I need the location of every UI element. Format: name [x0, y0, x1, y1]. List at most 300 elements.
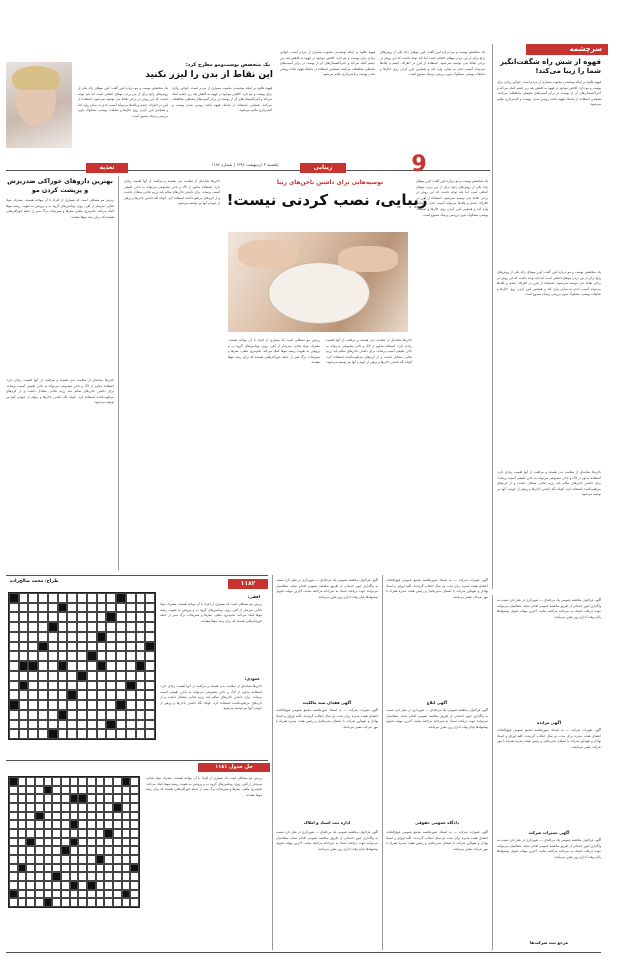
crossword-cell — [106, 603, 116, 613]
nails-title: زیبایی، نصب کردنی نیست! — [226, 191, 428, 209]
crossword-cell — [97, 720, 107, 730]
crossword-cell — [122, 803, 131, 812]
crossword-cell — [78, 872, 87, 881]
crossword-cell — [145, 661, 155, 671]
crossword-cell — [28, 661, 38, 671]
crossword-cell — [87, 729, 97, 739]
crossword-cell — [9, 710, 19, 720]
crossword-cell — [70, 803, 79, 812]
crossword-cell — [58, 720, 68, 730]
crossword-cell — [122, 777, 131, 786]
crossword-cell — [26, 855, 35, 864]
coffee-body-2: یک متخصص پوست و مو درباره لیزر گفت: لیزر موهای زائد یکی از روش‌های رایج برای از بین بردن موهای اضافی است اما باید توجه داشت که این روش در برخی نقاط بدن توصیه نمی‌شود. استفاده از لیزر در اطراف چشم و پلک‌ها می‌تواند آسیب جدی به بینایی وارد کند و همچنین لیزر کردن روی خال‌ها و ضایعات پوستی مشکوک بدون بررسی پزشک ممنوع است. — [497, 270, 601, 297]
crossword-cell — [87, 700, 97, 710]
ad-column-3b: آگهی تغییرات شرکت — به استناد صورتجلسه مجمع عمومی فوق‌العاده، اعضای هیئت مدیره برای مدت دو سال انتخاب گردیدند. کلیه اوراق و اسناد بهادار و تعهدآور شرکت با امضای مدیرعامل و رئیس هیئت مدیره همراه با مهر شرکت معتبر می‌باشد. — [497, 728, 601, 749]
hand-shape — [238, 240, 298, 268]
crossword-cell — [38, 612, 48, 622]
ad-footer-2: دادگاه عمومی حقوقی — [415, 820, 459, 825]
crossword-cell — [9, 720, 19, 730]
crossword-cell — [145, 671, 155, 681]
crossword-cell — [28, 642, 38, 652]
laser-kicker: یک متخصص پوست‌ومو مطرح کرد: — [185, 62, 270, 68]
crossword-cell — [9, 838, 18, 847]
crossword-cell — [61, 881, 70, 890]
crossword-cell — [122, 812, 131, 821]
crossword-cell — [126, 661, 136, 671]
crossword-cell — [58, 710, 68, 720]
crossword-cell — [116, 681, 126, 691]
crossword-cell — [61, 898, 70, 907]
crossword-cell — [106, 661, 116, 671]
crossword-cell — [61, 820, 70, 829]
ad-title-2: آگهی ابلاغ — [426, 700, 448, 705]
crossword-cell — [9, 794, 18, 803]
crossword-cell — [97, 710, 107, 720]
crossword-cell — [116, 632, 126, 642]
crossword-cell — [130, 820, 139, 829]
crossword-cell — [136, 632, 146, 642]
crossword-cell — [18, 829, 27, 838]
crossword-cell — [78, 890, 87, 899]
crossword-cell — [48, 681, 58, 691]
crossword-cell — [67, 671, 77, 681]
crossword-cell — [61, 846, 70, 855]
crossword-cell — [122, 881, 131, 890]
laser-body: یک متخصص پوست و مو درباره لیزر گفت: لیزر موهای زائد یکی از روش‌های رایج برای از بین بردن موهای اضافی است اما باید توجه داشت که این روش در برخی نقاط بدن توصیه نمی‌شود. استفاده از لیزر در اطراف چشم و پلک‌ها می‌تواند آسیب جدی به بینایی وارد کند و همچنین لیزر کردن روی خال‌ها و ضایعات پوستی مشکوک بدون بررسی پزشک ممنوع است. — [78, 86, 168, 118]
solution-notes: ریزش مو مشکلی است که بسیاری از افراد با آن مواجه هستند. مصرف مواد غذایی سرشار از آهن، روی، ویتامین‌های گروه ب و پروتئین به تقویت ریشه موها کمک می‌کند. تخم‌مرغ، ماهی، مغزها و سبزیجات برگ سبز از جمله خوراکی‌هایی هستند که برای رشد موها مفیدند. — [146, 776, 262, 797]
crossword-cell — [26, 846, 35, 855]
crossword-cell — [9, 612, 19, 622]
crossword-cell — [70, 812, 79, 821]
crossword-cell — [77, 729, 87, 739]
crossword-cell — [113, 881, 122, 890]
crossword-cell — [87, 846, 96, 855]
crossword-cell — [96, 777, 105, 786]
crossword-cell — [52, 812, 61, 821]
crossword-cell — [136, 729, 146, 739]
crossword-cell — [44, 812, 53, 821]
crossword-cell — [38, 642, 48, 652]
crossword-cell — [136, 642, 146, 652]
crossword-cell — [70, 846, 79, 855]
crossword-cell — [126, 642, 136, 652]
ads-divider-1 — [272, 575, 273, 950]
crossword-cell — [87, 829, 96, 838]
crossword-cell — [28, 671, 38, 681]
crossword-cell — [18, 846, 27, 855]
crossword-cell — [28, 681, 38, 691]
crossword-cell — [70, 864, 79, 873]
crossword-cell — [104, 855, 113, 864]
crossword-cell — [58, 700, 68, 710]
crossword-cell — [48, 661, 58, 671]
crossword-cell — [44, 855, 53, 864]
crossword-cell — [77, 612, 87, 622]
crossword-cell — [58, 612, 68, 622]
crossword-cell — [61, 890, 70, 899]
laser-body-2: قهوه علاوه بر اینکه نوشیدنی محبوب بسیاری از مردم است، خواص زیادی برای پوست و مو دارد. کافئین موجود در قهوه به کاهش پف زیر چشم کمک می‌کند و آنتی‌اکسیدان‌های آن از پوست در برابر آسیب‌های محیطی محافظت می‌کنند. همچنین استفاده از ماسک قهوه باعث روشن شدن پوست و لایه‌برداری ملایم می‌شود. — [172, 86, 272, 113]
crossword-cell — [87, 661, 97, 671]
crossword-cell — [97, 681, 107, 691]
crossword-cell — [52, 890, 61, 899]
crossword-cell — [87, 720, 97, 730]
laser-title: این نقاط از بدن را لیزر نکنید — [145, 70, 273, 80]
crossword-cell — [77, 710, 87, 720]
crossword-cell — [145, 710, 155, 720]
crossword-cell — [87, 855, 96, 864]
crossword-cell — [9, 864, 18, 873]
crossword-cell — [44, 898, 53, 907]
crossword-cell — [126, 720, 136, 730]
crossword-cell — [44, 890, 53, 899]
crossword-cell — [87, 710, 97, 720]
crossword-cell — [9, 671, 19, 681]
crossword-cell — [87, 794, 96, 803]
crossword-cell — [87, 898, 96, 907]
crossword-cell — [136, 700, 146, 710]
crossword-cell — [116, 661, 126, 671]
crossword-cell — [97, 700, 107, 710]
crossword-cell — [104, 786, 113, 795]
crossword-cell — [67, 642, 77, 652]
crossword-cell — [35, 794, 44, 803]
crossword-cell — [96, 846, 105, 855]
crossword-cell — [106, 612, 116, 622]
crossword-cell — [44, 881, 53, 890]
crossword-cell — [48, 700, 58, 710]
crossword-cell — [78, 846, 87, 855]
crossword-cell — [9, 622, 19, 632]
crossword-cell — [18, 794, 27, 803]
nails-body-1: ناخن‌ها نشانه‌ای از سلامت بدن هستند و مراقبت از آنها اهمیت زیادی دارد. استفاده مداوم از لاک و ناخن مصنوعی می‌تواند به ناخن طبیعی آسیب برساند. برای داشتن ناخن‌های سالم باید رژیم غذایی متعادل داشت و از کرم‌های مرطوب‌کننده استفاده کرد. کوتاه نگه داشتن ناخن‌ها و پرهیز از جویدن آنها نیز توصیه می‌شود. — [124, 179, 220, 206]
crossword-cell — [35, 803, 44, 812]
crossword-cell — [18, 898, 27, 907]
crossword-cell — [61, 803, 70, 812]
crossword-cell — [61, 838, 70, 847]
crossword-cell — [113, 838, 122, 847]
crossword-cell — [67, 681, 77, 691]
solution-grid — [8, 776, 140, 908]
crossword-cell — [18, 803, 27, 812]
crossword-cell — [97, 671, 107, 681]
crossword-cell — [130, 846, 139, 855]
crossword-cell — [19, 661, 29, 671]
ad-column-3c: آگهی فراخوان مناقصه عمومی یک مرحله‌ای — شهرداری در نظر دارد نسبت به واگذاری امور خدماتی از طریق مناقصه عمومی اقدام نماید. متقاضیان می‌توانند جهت دریافت اسناد به دبیرخانه مراجعه نمایند. آخرین مهلت تحویل پیشنهادها پایان وقت اداری روز مقرر می‌باشد. — [497, 838, 601, 859]
crossword-cell — [116, 690, 126, 700]
crossword-cell — [96, 812, 105, 821]
crossword-cell — [67, 661, 77, 671]
crossword-cell — [58, 603, 68, 613]
crossword-cell — [67, 612, 77, 622]
crossword-cell — [136, 710, 146, 720]
crossword-cell — [58, 681, 68, 691]
nails-photo — [228, 232, 408, 332]
crossword-cell — [106, 700, 116, 710]
crossword-cell — [130, 881, 139, 890]
crossword-cell — [35, 881, 44, 890]
crossword-cell — [122, 846, 131, 855]
crossword-cell — [106, 642, 116, 652]
crossword-cell — [35, 820, 44, 829]
crossword-cell — [52, 820, 61, 829]
crossword-cell — [96, 881, 105, 890]
crossword-cell — [87, 622, 97, 632]
crossword-cell — [35, 777, 44, 786]
crossword-cell — [9, 700, 19, 710]
crossword-cell — [9, 855, 18, 864]
crossword-cell — [96, 820, 105, 829]
crossword-cell — [61, 864, 70, 873]
crossword-cell — [35, 829, 44, 838]
ad-title-3: آگهی مزایده — [536, 720, 562, 725]
crossword-cell — [26, 829, 35, 838]
diet-body-1: ریزش مو مشکلی است که بسیاری از افراد با آن مواجه هستند. مصرف مواد غذایی سرشار از آهن، روی، ویتامین‌های گروه ب و پروتئین به تقویت ریشه موها کمک می‌کند. تخم‌مرغ، ماهی، مغزها و سبزیجات برگ سبز از جمله خوراکی‌هایی هستند که برای رشد موها مفیدند. — [6, 198, 114, 219]
issue-date: یکشنبه ۳ اردیبهشت ۱۳۹۶ | شماره ۱۱۸۲ — [211, 162, 279, 167]
crossword-cell — [38, 720, 48, 730]
diet-title: بهترین داروهای خوراکی ضدریزش و پرپشت کردن مو — [7, 178, 113, 194]
crossword-cell — [67, 603, 77, 613]
crossword-cell — [9, 661, 19, 671]
crossword-cell — [106, 593, 116, 603]
crossword-cell — [116, 612, 126, 622]
crossword-cell — [87, 632, 97, 642]
crossword-cell — [77, 661, 87, 671]
crossword-cell — [52, 794, 61, 803]
column-divider-right — [492, 44, 493, 589]
solution-line — [6, 760, 268, 761]
crossword-cell — [136, 593, 146, 603]
crossword-cell — [126, 700, 136, 710]
solution-label: حل جدول ۱۱۸۱ — [198, 763, 270, 772]
crossword-cell — [67, 593, 77, 603]
crossword-cell — [61, 812, 70, 821]
crossword-cell — [9, 829, 18, 838]
crossword-cell — [26, 881, 35, 890]
crossword-cell — [87, 681, 97, 691]
crossword-cell — [122, 872, 131, 881]
crossword-cell — [38, 661, 48, 671]
crossword-cell — [61, 872, 70, 881]
crossword-cell — [48, 603, 58, 613]
crossword-cell — [136, 661, 146, 671]
crossword-cell — [145, 632, 155, 642]
crossword-cell — [18, 820, 27, 829]
crossword-cell — [116, 720, 126, 730]
crossword-cell — [19, 710, 29, 720]
crossword-cell — [26, 777, 35, 786]
crossword-cell — [38, 651, 48, 661]
crossword-cell — [122, 864, 131, 873]
crossword-cell — [26, 786, 35, 795]
crossword-cell — [130, 777, 139, 786]
crossword-cell — [87, 612, 97, 622]
crossword-cell — [78, 855, 87, 864]
crossword-cell — [28, 690, 38, 700]
crossword-cell — [145, 720, 155, 730]
crossword-cell — [52, 786, 61, 795]
crossword-cell — [18, 777, 27, 786]
crossword-cell — [67, 651, 77, 661]
coffee-body-3: ناخن‌ها نشانه‌ای از سلامت بدن هستند و مراقبت از آنها اهمیت زیادی دارد. استفاده مداوم از لاک و ناخن مصنوعی می‌تواند به ناخن طبیعی آسیب برساند. برای داشتن ناخن‌های سالم باید رژیم غذایی متعادل داشت و از کرم‌های مرطوب‌کننده استفاده کرد. کوتاه نگه داشتن ناخن‌ها و پرهیز از جویدن آنها نیز توصیه می‌شود. — [497, 470, 601, 497]
crossword-cell — [106, 622, 116, 632]
crossword-cell — [122, 855, 131, 864]
vertical-clues: ناخن‌ها نشانه‌ای از سلامت بدن هستند و مراقبت از آنها اهمیت زیادی دارد. استفاده مداوم از لاک و ناخن مصنوعی می‌تواند به ناخن طبیعی آسیب برساند. برای داشتن ناخن‌های سالم باید رژیم غذایی متعادل داشت و از کرم‌های مرطوب‌کننده استفاده کرد. کوتاه نگه داشتن ناخن‌ها و پرهیز از جویدن آنها نیز توصیه می‌شود. — [160, 684, 262, 711]
crossword-cell — [106, 729, 116, 739]
crossword-cell — [9, 898, 18, 907]
crossword-cell — [126, 593, 136, 603]
crossword-cell — [9, 729, 19, 739]
crossword-top-line — [6, 575, 268, 576]
crossword-cell — [113, 803, 122, 812]
crossword-cell — [136, 690, 146, 700]
crossword-cell — [70, 829, 79, 838]
crossword-number: ۱۱۸۲ — [228, 579, 268, 589]
crossword-cell — [35, 890, 44, 899]
bottom-border — [6, 952, 601, 953]
crossword-cell — [70, 881, 79, 890]
crossword-cell — [113, 777, 122, 786]
crossword-cell — [113, 829, 122, 838]
coffee-title: قهوه از شش راه شگفت‌انگیز شما را زیبا می‌کند! — [500, 58, 601, 75]
crossword-cell — [19, 671, 29, 681]
crossword-cell — [48, 671, 58, 681]
crossword-cell — [58, 642, 68, 652]
crossword-cell — [130, 838, 139, 847]
crossword-cell — [96, 890, 105, 899]
crossword-cell — [116, 642, 126, 652]
crossword-cell — [9, 812, 18, 821]
ad-footer-1: اداره ثبت اسناد و املاک — [303, 820, 351, 825]
crossword-cell — [113, 820, 122, 829]
crossword-cell — [48, 729, 58, 739]
crossword-cell — [116, 710, 126, 720]
crossword-cell — [145, 681, 155, 691]
ad-column-3: آگهی فراخوان مناقصه عمومی یک مرحله‌ای — شهرداری در نظر دارد نسبت به واگذاری امور خدماتی از طریق مناقصه عمومی اقدام نماید. متقاضیان می‌توانند جهت دریافت اسناد به دبیرخانه مراجعه نمایند. آخرین مهلت تحویل پیشنهادها پایان وقت اداری روز مقرر می‌باشد. — [497, 598, 601, 619]
crossword-cell — [9, 890, 18, 899]
crossword-cell — [77, 603, 87, 613]
crossword-cell — [28, 612, 38, 622]
crossword-cell — [126, 681, 136, 691]
crossword-cell — [97, 729, 107, 739]
crossword-cell — [104, 820, 113, 829]
ad-column-2: آگهی تغییرات شرکت — به استناد صورتجلسه مجمع عمومی فوق‌العاده، اعضای هیئت مدیره برای مدت دو سال انتخاب گردیدند. کلیه اوراق و اسناد بهادار و تعهدآور شرکت با امضای مدیرعامل و رئیس هیئت مدیره همراه با مهر شرکت معتبر می‌باشد. — [386, 578, 488, 599]
crossword-cell — [67, 632, 77, 642]
crossword-cell — [67, 690, 77, 700]
crossword-cell — [87, 671, 97, 681]
crossword-cell — [122, 829, 131, 838]
crossword-cell — [9, 681, 19, 691]
crossword-cell — [87, 812, 96, 821]
crossword-cell — [35, 855, 44, 864]
crossword-cell — [77, 632, 87, 642]
crossword-cell — [116, 671, 126, 681]
crossword-cell — [38, 622, 48, 632]
crossword-cell — [70, 898, 79, 907]
crossword-cell — [19, 622, 29, 632]
crossword-cell — [9, 690, 19, 700]
crossword-cell — [87, 593, 97, 603]
crossword-cell — [87, 690, 97, 700]
crossword-cell — [116, 603, 126, 613]
crossword-cell — [9, 642, 19, 652]
crossword-cell — [145, 642, 155, 652]
crossword-cell — [113, 898, 122, 907]
crossword-cell — [96, 855, 105, 864]
crossword-cell — [96, 786, 105, 795]
ad-column-2b: آگهی فراخوان مناقصه عمومی یک مرحله‌ای — شهرداری در نظر دارد نسبت به واگذاری امور خدماتی از طریق مناقصه عمومی اقدام نماید. متقاضیان می‌توانند جهت دریافت اسناد به دبیرخانه مراجعه نمایند. آخرین مهلت تحویل پیشنهادها پایان وقت اداری روز مقرر می‌باشد. — [386, 708, 488, 729]
crossword-cell — [26, 890, 35, 899]
crossword-cell — [116, 729, 126, 739]
crossword-cell — [104, 777, 113, 786]
crossword-cell — [61, 794, 70, 803]
crossword-cell — [67, 700, 77, 710]
crossword-cell — [28, 720, 38, 730]
crossword-cell — [130, 829, 139, 838]
crossword-cell — [78, 803, 87, 812]
crossword-cell — [70, 820, 79, 829]
crossword-cell — [104, 803, 113, 812]
crossword-cell — [136, 720, 146, 730]
crossword-cell — [104, 838, 113, 847]
crossword-cell — [48, 632, 58, 642]
crossword-cell — [9, 786, 18, 795]
crossword-cell — [87, 820, 96, 829]
crossword-cell — [58, 661, 68, 671]
crossword-cell — [78, 794, 87, 803]
crossword-cell — [104, 829, 113, 838]
crossword-cell — [28, 700, 38, 710]
crossword-cell — [48, 720, 58, 730]
crossword-cell — [96, 829, 105, 838]
crossword-cell — [96, 872, 105, 881]
crossword-cell — [26, 820, 35, 829]
crossword-cell — [126, 710, 136, 720]
crossword-cell — [78, 881, 87, 890]
nutrition-header: تغذیه — [86, 163, 128, 173]
crossword-cell — [48, 642, 58, 652]
crossword-cell — [19, 681, 29, 691]
crossword-cell — [87, 786, 96, 795]
crossword-cell — [136, 671, 146, 681]
crossword-cell — [48, 593, 58, 603]
crossword-cell — [58, 729, 68, 739]
crossword-cell — [52, 864, 61, 873]
crossword-cell — [96, 864, 105, 873]
section-header-right: سرچشمه — [526, 44, 608, 55]
crossword-cell — [67, 720, 77, 730]
beauty-header: زیبایی — [300, 163, 346, 173]
crossword-cell — [122, 898, 131, 907]
crossword-cell — [61, 777, 70, 786]
crossword-cell — [78, 829, 87, 838]
crossword-cell — [67, 729, 77, 739]
crossword-cell — [116, 700, 126, 710]
crossword-cell — [87, 872, 96, 881]
crossword-cell — [58, 671, 68, 681]
crossword-cell — [18, 838, 27, 847]
crossword-cell — [26, 838, 35, 847]
crossword-cell — [96, 794, 105, 803]
crossword-cell — [35, 864, 44, 873]
crossword-cell — [87, 890, 96, 899]
crossword-cell — [58, 690, 68, 700]
crossword-cell — [87, 642, 97, 652]
crossword-cell — [48, 651, 58, 661]
crossword-cell — [113, 864, 122, 873]
crossword-cell — [136, 622, 146, 632]
crossword-cell — [58, 593, 68, 603]
crossword-cell — [77, 622, 87, 632]
